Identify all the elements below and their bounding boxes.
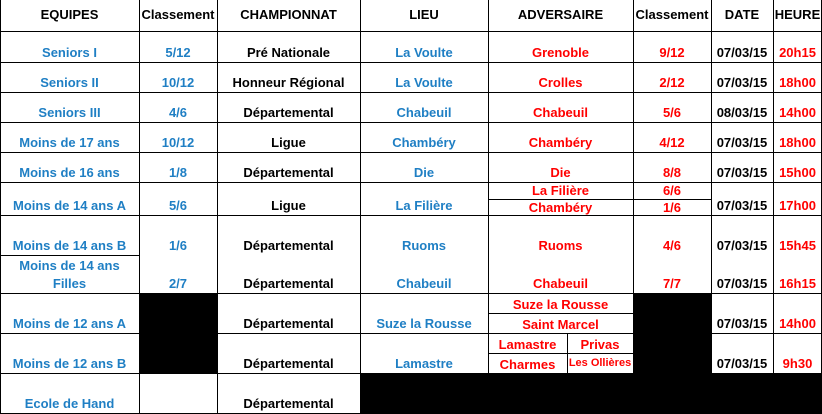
equipe-cell: Moins de 14 ans B [12, 238, 127, 253]
date-cell: 07/03/15 [716, 276, 768, 291]
date-cell: 07/03/15 [716, 238, 768, 253]
classement-cell: 5/6 [168, 198, 188, 213]
championnat-cell: Départemental [243, 105, 334, 120]
heure-cell: 18h00 [779, 135, 816, 150]
lieu-cell: Chambéry [392, 135, 456, 150]
adversaire-cell: Suze la Rousse [512, 297, 609, 312]
adversaire-cell: Chambéry [528, 200, 593, 215]
classement-cell: 4/6 [168, 105, 188, 120]
equipe-cell: Seniors III [38, 105, 101, 120]
adversaire-cell: Chambéry [528, 135, 593, 150]
adversaire-cell: Privas [580, 337, 620, 352]
adversaire-cell: Les Ollières [568, 357, 632, 369]
heure-cell: 9h30 [782, 356, 813, 371]
heure-cell: 14h00 [779, 105, 816, 120]
equipe-cell: Moins de 17 ans [19, 135, 120, 150]
date-cell: 07/03/15 [716, 165, 768, 180]
header-lieu: LIEU [409, 7, 439, 22]
heure-cell: 14h00 [779, 316, 816, 331]
equipe-cell: Moins de 14 ans A [13, 198, 126, 213]
lieu-cell: La Filière [395, 198, 453, 213]
classement-cell: 10/12 [161, 135, 195, 150]
header-classement: Classement [141, 7, 215, 22]
equipe-cell: Moins de 12 ans A [13, 316, 126, 331]
classement-cell: 5/12 [165, 45, 191, 60]
lieu-cell: Suze la Rousse [376, 316, 472, 331]
date-cell: 07/03/15 [716, 198, 768, 213]
classement-adv-cell: 4/12 [659, 135, 685, 150]
championnat-cell: Départemental [243, 316, 334, 331]
date-cell: 07/03/15 [716, 316, 768, 331]
lieu-cell: Die [413, 165, 435, 180]
header-equipes: EQUIPES [40, 7, 99, 22]
adversaire-cell: Ruoms [538, 238, 583, 253]
championnat-cell: Honneur Régional [232, 75, 345, 90]
championnat-cell: Départemental [243, 238, 334, 253]
adversaire-cell: Chabeuil [533, 105, 588, 120]
lieu-cell: Chabeuil [396, 276, 452, 291]
equipe-cell: Moins de 16 ans [19, 165, 120, 180]
lieu-cell: Chabeuil [396, 105, 452, 120]
date-cell: 07/03/15 [716, 356, 768, 371]
heure-cell: 20h15 [779, 45, 816, 60]
classement-cell: 1/6 [168, 238, 188, 253]
equipe-cell: Moins de 14 ans [19, 258, 120, 273]
header-adversaire: ADVERSAIRE [517, 7, 604, 22]
classement-adv-cell: 4/6 [662, 238, 682, 253]
championnat-cell: Pré Nationale [246, 45, 331, 60]
equipe-cell: Moins de 12 ans B [12, 356, 127, 371]
classement-cell: 1/8 [168, 165, 188, 180]
adversaire-cell: La Filière [531, 183, 590, 198]
lieu-cell: Lamastre [395, 356, 453, 371]
heure-cell: 18h00 [779, 75, 816, 90]
classement-adv-cell: 8/8 [662, 165, 682, 180]
championnat-cell: Départemental [243, 276, 334, 291]
header-championnat: CHAMPIONNAT [240, 7, 337, 22]
date-cell: 07/03/15 [716, 45, 768, 60]
heure-cell: 15h00 [779, 165, 816, 180]
classement-cell: 10/12 [161, 75, 195, 90]
equipe-cell: Filles [52, 276, 87, 291]
classement-adv-cell: 2/12 [659, 75, 685, 90]
classement-adv-cell: 7/7 [662, 276, 682, 291]
date-cell: 08/03/15 [716, 105, 768, 120]
blank-row-ecole [360, 373, 822, 414]
equipe-cell: Ecole de Hand [24, 396, 115, 411]
header-classement-adv: Classement [635, 7, 709, 22]
championnat-cell: Ligue [271, 135, 306, 150]
date-cell: 07/03/15 [716, 135, 768, 150]
adversaire-cell: Lamastre [498, 337, 557, 352]
classement-adv-cell: 1/6 [662, 200, 682, 215]
adversaire-cell: Saint Marcel [522, 317, 599, 332]
adversaire-cell: Grenoble [531, 45, 590, 60]
header-date: DATE [724, 7, 760, 22]
classement-adv-cell: 5/6 [662, 105, 682, 120]
heure-cell: 17h00 [779, 198, 816, 213]
header-heure: HEURE [774, 7, 821, 22]
heure-cell: 16h15 [779, 276, 816, 291]
date-cell: 07/03/15 [716, 75, 768, 90]
classement-cell: 2/7 [168, 276, 188, 291]
adversaire-cell: Die [550, 165, 571, 180]
lieu-cell: La Voulte [395, 45, 453, 60]
championnat-cell: Départemental [243, 396, 334, 411]
adversaire-cell: Charmes [499, 357, 556, 372]
classement-adv-cell: 6/6 [662, 183, 682, 198]
equipe-cell: Seniors I [42, 45, 97, 60]
lieu-cell: La Voulte [395, 75, 453, 90]
classement-adv-cell: 9/12 [659, 45, 685, 60]
championnat-cell: Départemental [243, 356, 334, 371]
championnat-cell: Ligue [271, 198, 306, 213]
equipe-cell: Seniors II [40, 75, 99, 90]
heure-cell: 15h45 [779, 238, 816, 253]
lieu-cell: Ruoms [401, 238, 447, 253]
championnat-cell: Départemental [243, 165, 334, 180]
adversaire-cell: Crolles [538, 75, 583, 90]
adversaire-cell: Chabeuil [533, 276, 588, 291]
